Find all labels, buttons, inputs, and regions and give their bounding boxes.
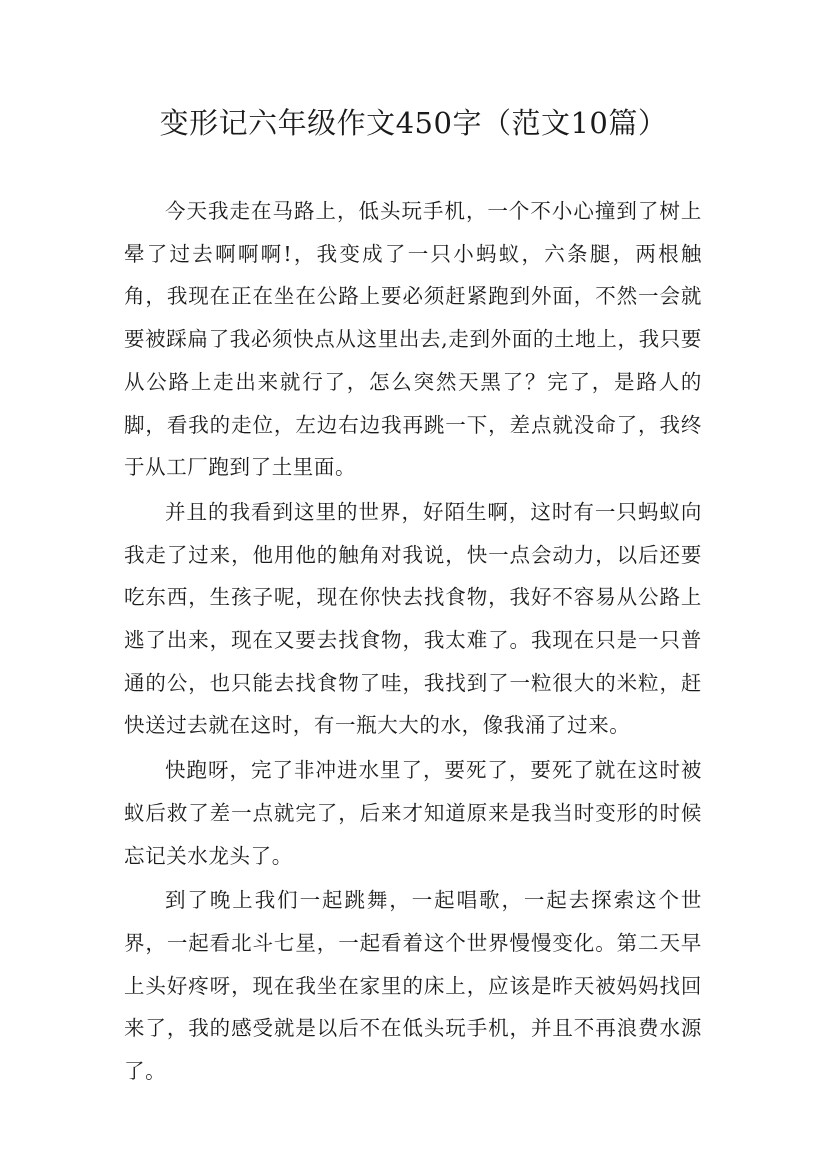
paragraph-1: 今天我走在马路上，低头玩手机，一个不小心撞到了树上晕了过去啊啊啊!，我变成了一只小蚂蚁，六条腿，两根触角，我现在正在坐在公路上要必须赶紧跑到外面，不然一会就要被踩扁了我必须快点从这里出去,走到外面的土地上，我只要从公路上走出来就行了，怎么突然天黑了？完了，是路人的脚，看我的走位，左边右边我再跳一下，差点就没命了，我终于从工厂跑到了土里面。 — [124, 199, 702, 480]
paragraph-4: 到了晚上我们一起跳舞，一起唱歌，一起去探索这个世界，一起看北斗七星，一起看着这个世界慢慢变化。第二天早上头好疼呀，现在我坐在家里的床上，应该是昨天被妈妈找回来了，我的感受就是以后不在低头玩手机，并且不再浪费水源了。 — [124, 888, 702, 1084]
paragraph-2: 并且的我看到这里的世界，好陌生啊，这时有一只蚂蚁向我走了过来，他用他的触角对我说，快一点会动力，以后还要吃东西，生孩子呢，现在你快去找食物，我好不容易从公路上逃了出来，现在又要去找食物，我太难了。我现在只是一只普通的公，也只能去找食物了哇，我找到了一粒很大的米粒，赶快送过去就在这时，有一瓶大大的水，像我涌了过来。 — [124, 499, 702, 738]
paragraph-3: 快跑呀，完了非冲进水里了，要死了，要死了就在这时被蚁后救了差一点就完了，后来才知道原来是我当时变形的时候忘记关水龙头了。 — [124, 758, 702, 868]
document-title: 变形记六年级作文450字（范文10篇） — [159, 106, 668, 140]
document-body — [124, 190, 702, 1095]
